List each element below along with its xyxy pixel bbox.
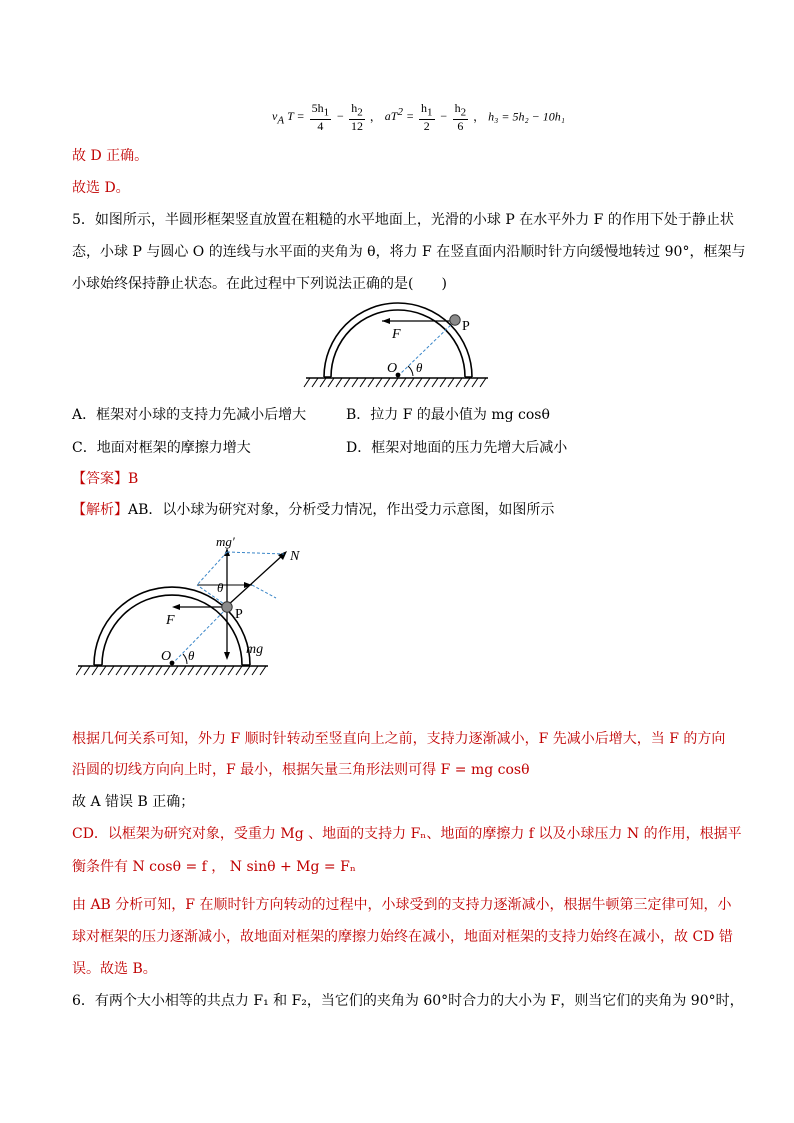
label-P: P: [235, 607, 243, 622]
theta-arc: [408, 366, 413, 376]
figure-2: [76, 528, 306, 678]
option-D: D．框架对地面的压力先增大后减小: [346, 440, 568, 456]
ground-hatch: [76, 666, 266, 675]
answer-value: B: [128, 471, 139, 487]
q5-line-1: 5．如图所示，半圆形框架竖直放置在粗糙的水平地面上，光滑的小球 P 在水平外力 F 的作用下处于静止状: [72, 212, 734, 228]
label-mg: mg: [246, 642, 264, 657]
explanation-p3-line1: CD．以框架为研究对象，受重力 Mg 、地面的支持力 Fₙ、地面的摩擦力 f 以及小球压力 N 的作用，根据平: [72, 826, 742, 842]
option-C: C．地面对框架的摩擦力增大: [72, 440, 251, 456]
analysis-tag: 【解析】: [72, 502, 128, 518]
helper-dashed-3: [252, 585, 276, 598]
explanation-p4-line1: 由 AB 分析可知，F 在顺时针方向转动的过程中，小球受到的支持力逐渐减小，根据牛顿第三定律可知，小: [72, 897, 732, 913]
ball-P: [222, 602, 232, 612]
option-A: A．框架对小球的支持力先减小后增大: [72, 407, 307, 423]
formula-1: $v_A$ T = $\frac{5h_1}{4}$ − $\frac{h_2}{12}$: [272, 101, 363, 134]
answer-line: [72, 468, 138, 488]
analysis-line: [72, 499, 554, 519]
label-O: O: [161, 649, 172, 664]
label-N: N: [290, 549, 300, 564]
ground-hatch: [304, 378, 486, 387]
ball-P: [450, 315, 460, 325]
formula-line: $v_A$ T = $\frac{5h_1}{4}$ − $\frac{h_2}{12}$ ， $aT^2$ = $\frac{h_1}{2}$ − $\frac{h_2}{6}$ ， h₃ = 5h₂ − 10h₁: [272, 101, 565, 134]
radius-dashed-line: [398, 321, 455, 376]
figure-1: [300, 298, 500, 390]
analysis-intro: AB．以小球为研究对象，分析受力情况，作出受力示意图，如图所示: [128, 502, 555, 518]
helper-dashed-1: [227, 552, 284, 554]
label-F: F: [166, 613, 175, 628]
frame-inner-arc: [102, 595, 242, 665]
label-theta-top: θ: [217, 580, 224, 595]
answer-tag: 【答案】: [72, 471, 128, 487]
explanation-p2: 故 A 错误 B 正确；: [72, 794, 195, 810]
q5-line-3: 小球始终保持静止状态。在此过程中下列说法正确的是( ): [72, 276, 447, 292]
radius-dashed-line: [172, 608, 227, 664]
formula-3: h₃ = 5h₂ − 10h₁: [488, 109, 565, 124]
label-theta: θ: [416, 360, 423, 375]
label-F: F: [392, 327, 401, 342]
label-mg-prime: mg′: [216, 534, 235, 549]
option-B: B．拉力 F 的最小值为 mg cosθ: [346, 407, 550, 423]
prev-choice: 故选 D。: [72, 180, 130, 196]
q5-line-2: 态，小球 P 与圆心 O 的连线与水平面的夹角为 θ，将力 F 在竖直面内沿顺时针方向缓慢地转过 90°，框架与: [72, 244, 746, 260]
explanation-p1-line1: 根据几何关系可知，外力 F 顺时针转动至竖直向上之前，支持力逐渐减小，F 先减小后增大，当 F 的方向: [72, 731, 726, 747]
label-O: O: [387, 361, 398, 376]
formula-2: $aT^2$ = $\frac{h_1}{2}$ − $\frac{h_2}{6}$: [384, 101, 467, 134]
q6-line-1: 6．有两个大小相等的共点力 F₁ 和 F₂，当它们的夹角为 60°时合力的大小为 F，则当它们的夹角为 90°时，: [72, 993, 744, 1009]
label-P: P: [462, 319, 470, 334]
explanation-p1-line2: 沿圆的切线方向向上时，F 最小，根据矢量三角形法则可得 F = mg cosθ: [72, 762, 530, 778]
theta-arc: [183, 654, 187, 664]
explanation-p4-line3: 误。故选 B。: [72, 961, 157, 977]
explanation-p4-line2: 球对框架的压力逐渐减小，故地面对框架的摩擦力始终在减小，地面对框架的支持力始终在减小，故 CD 错: [72, 929, 733, 945]
explanation-p3-line2: 衡条件有 N cosθ = f ， N sinθ + Mg = Fₙ: [72, 859, 356, 875]
label-theta: θ: [188, 648, 195, 663]
prev-conclusion: 故 D 正确。: [72, 148, 149, 164]
